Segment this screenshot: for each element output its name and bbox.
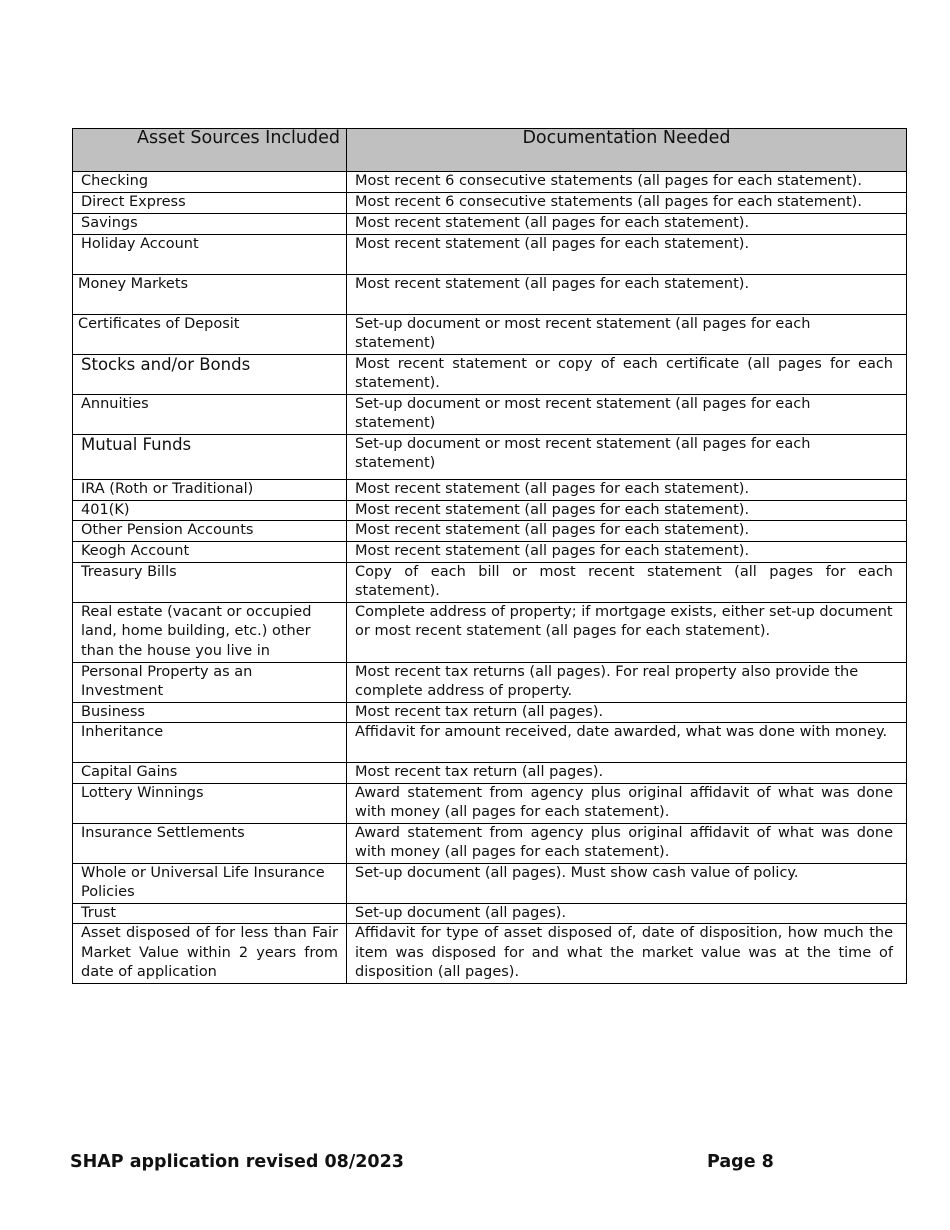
asset-cell: 401(K): [73, 500, 347, 521]
table-row: [73, 602, 907, 662]
table-row: [73, 500, 907, 521]
table-row: [73, 314, 907, 354]
documentation-cell: Set-up document or most recent statement (all pages for each statement): [347, 314, 907, 354]
documentation-cell: Most recent 6 consecutive statements (all pages for each statement).: [347, 193, 907, 214]
documentation-cell: Set-up document (all pages).: [347, 903, 907, 924]
asset-cell: Asset disposed of for less than Fair Market Value within 2 years from date of application: [73, 924, 347, 984]
documentation-cell: Complete address of property; if mortgage exists, either set-up document or most recent statement (all pages for each statement).: [347, 602, 907, 662]
table-row: [73, 234, 907, 274]
documentation-cell: Most recent statement (all pages for each statement).: [347, 213, 907, 234]
documentation-cell: Most recent statement or copy of each certificate (all pages for each statement).: [347, 354, 907, 394]
table-row: [73, 763, 907, 784]
table-row: [73, 479, 907, 500]
footer-page-number: Page 8: [707, 1152, 774, 1172]
table-row: [73, 863, 907, 903]
asset-cell: Personal Property as an Investment: [73, 662, 347, 702]
table-row: [73, 903, 907, 924]
asset-cell: Insurance Settlements: [73, 823, 347, 863]
documentation-cell: Most recent statement (all pages for each statement).: [347, 521, 907, 542]
header-documentation: Documentation Needed: [347, 129, 907, 172]
documentation-cell: Set-up document or most recent statement (all pages for each statement): [347, 434, 907, 479]
asset-cell: Certificates of Deposit: [73, 314, 347, 354]
asset-cell: Mutual Funds: [73, 434, 347, 479]
asset-cell: Treasury Bills: [73, 562, 347, 602]
asset-cell: Savings: [73, 213, 347, 234]
table-row: [73, 394, 907, 434]
asset-cell: Keogh Account: [73, 542, 347, 563]
documentation-cell: Most recent statement (all pages for each statement).: [347, 500, 907, 521]
table-row: [73, 354, 907, 394]
asset-cell: IRA (Roth or Traditional): [73, 479, 347, 500]
documentation-cell: Most recent 6 consecutive statements (all pages for each statement).: [347, 172, 907, 193]
documentation-cell: Award statement from agency plus original affidavit of what was done with money (all pages for each statement).: [347, 783, 907, 823]
table-row: [73, 172, 907, 193]
documentation-cell: Most recent tax returns (all pages). For real property also provide the complete address of property.: [347, 662, 907, 702]
table-row: [73, 542, 907, 563]
table-row: [73, 823, 907, 863]
footer-revision: SHAP application revised 08/2023: [70, 1152, 404, 1172]
documentation-cell: Copy of each bill or most recent statement (all pages for each statement).: [347, 562, 907, 602]
documentation-cell: Most recent statement (all pages for each statement).: [347, 234, 907, 274]
asset-cell: Checking: [73, 172, 347, 193]
table-row: [73, 662, 907, 702]
table-header-row: [73, 129, 907, 172]
documentation-cell: Most recent tax return (all pages).: [347, 702, 907, 723]
asset-cell: Annuities: [73, 394, 347, 434]
table-row: [73, 193, 907, 214]
table-row: [73, 702, 907, 723]
documentation-cell: Affidavit for type of asset disposed of, date of disposition, how much the item was disposed for and what the market value was at the time of disposition (all pages).: [347, 924, 907, 984]
documentation-cell: Award statement from agency plus original affidavit of what was done with money (all pages for each statement).: [347, 823, 907, 863]
asset-cell: Direct Express: [73, 193, 347, 214]
documentation-cell: Most recent statement (all pages for each statement).: [347, 274, 907, 314]
documentation-cell: Set-up document or most recent statement (all pages for each statement): [347, 394, 907, 434]
table-row: [73, 562, 907, 602]
header-asset-sources: Asset Sources Included: [73, 129, 347, 172]
asset-cell: Stocks and/or Bonds: [73, 354, 347, 394]
asset-cell: Money Markets: [73, 274, 347, 314]
asset-cell: Lottery Winnings: [73, 783, 347, 823]
asset-cell: Capital Gains: [73, 763, 347, 784]
asset-cell: Other Pension Accounts: [73, 521, 347, 542]
table-row: [73, 434, 907, 479]
table-row: [73, 924, 907, 984]
asset-documentation-table: [72, 128, 907, 984]
documentation-cell: Affidavit for amount received, date awarded, what was done with money.: [347, 723, 907, 763]
documentation-cell: Most recent statement (all pages for each statement).: [347, 542, 907, 563]
table-row: [73, 723, 907, 763]
asset-cell: Whole or Universal Life Insurance Policies: [73, 863, 347, 903]
table-row: [73, 213, 907, 234]
table-row: [73, 521, 907, 542]
asset-cell: Real estate (vacant or occupied land, home building, etc.) other than the house you live in: [73, 602, 347, 662]
asset-cell: Inheritance: [73, 723, 347, 763]
asset-cell: Trust: [73, 903, 347, 924]
documentation-cell: Most recent tax return (all pages).: [347, 763, 907, 784]
table-row: [73, 274, 907, 314]
documentation-cell: Most recent statement (all pages for each statement).: [347, 479, 907, 500]
asset-cell: Business: [73, 702, 347, 723]
asset-cell: Holiday Account: [73, 234, 347, 274]
documentation-cell: Set-up document (all pages). Must show cash value of policy.: [347, 863, 907, 903]
table-row: [73, 783, 907, 823]
